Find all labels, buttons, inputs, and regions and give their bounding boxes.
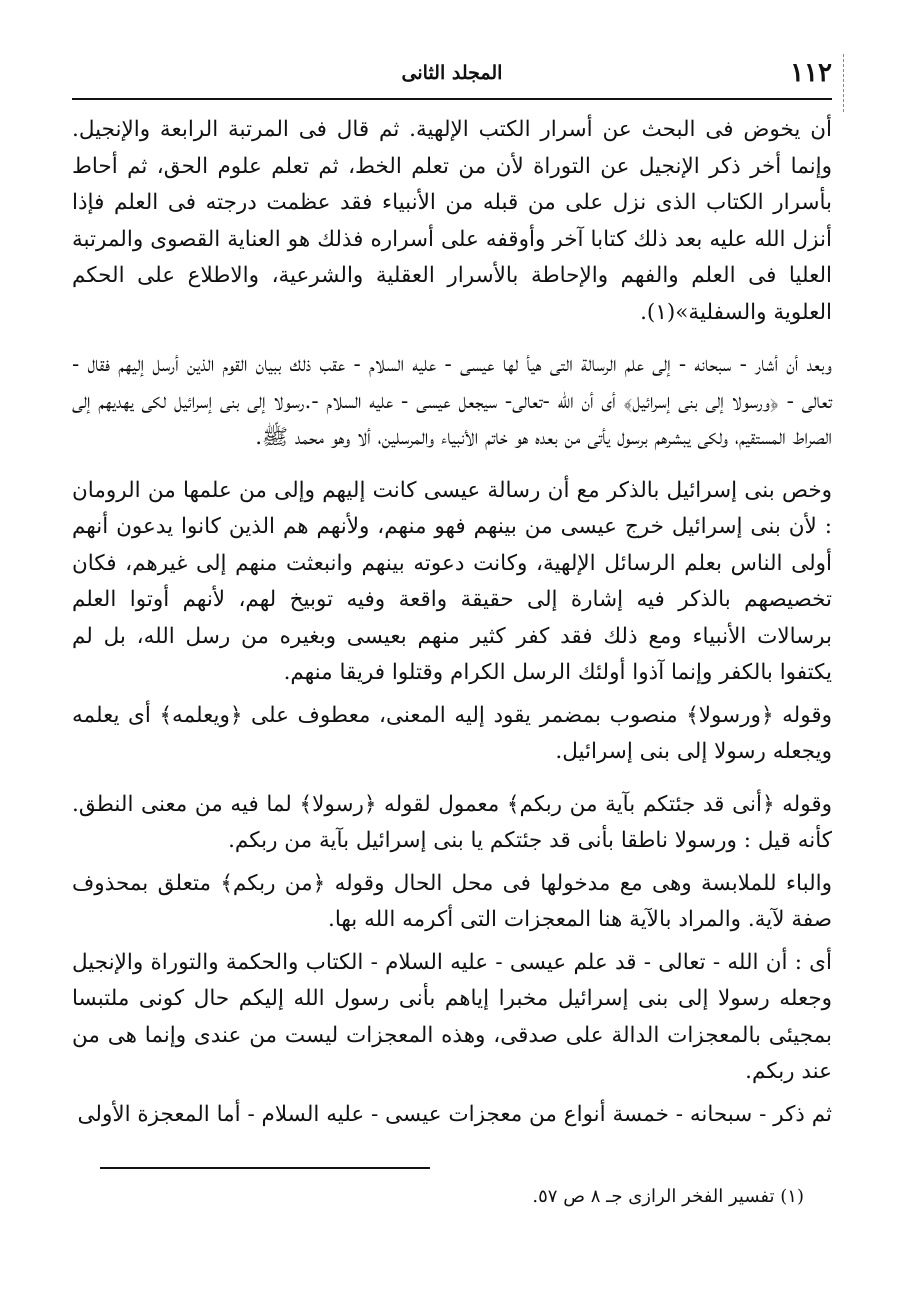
page-header bbox=[72, 58, 832, 92]
paragraph: وقوله ﴿أنى قد جئتكم بآية من ربكم﴾ معمول لقوله ﴿رسولا﴾ لما فيه من معنى النطق. كأنه قيل : ورسولا ناطقا بأنى قد جئتكم يا بنى إسرائيل بآية من ربكم. bbox=[72, 791, 832, 853]
paragraph: أن يخوض فى البحث عن أسرار الكتب الإلهية. ثم قال فى المرتبة الرابعة والإنجيل. وإنما أخر ذكر الإنجيل عن التوراة لأن من تعلم الخط، ثم تعلم علوم الحق، ثم أحاط بأسرار الكتاب الذى نزل على من قبله من الأنبياء فقد عظمت درجته فى العلم فإذا أنزل الله عليه بعد ذلك كتابا آخر وأوقفه على أسراره فذلك هو العناية القصوى والمرتبة العليا فى العلم والفهم والإحاطة بالأسرار العقلية والشرعية، والاطلاع على الحكم العلوية والسفلية»(١). bbox=[72, 117, 832, 325]
footnote-rule bbox=[100, 1167, 430, 1169]
paragraph: والباء للملابسة وهى مع مدخولها فى محل الحال وقوله ﴿من ربكم﴾ متعلق بمحذوف صفة لآية. والمراد بالآية هنا المعجزات التى أكرمه الله بها. bbox=[72, 870, 832, 932]
footnote: (١) تفسير الفخر الرازى جـ ٨ ص ٥٧. bbox=[532, 1186, 804, 1207]
page-body bbox=[72, 112, 832, 1133]
page-number: ١١٢ bbox=[790, 58, 832, 88]
paragraph: ثم ذكر - سبحانه - خمسة أنواع من معجزات عيسى - عليه السلام - أما المعجزة الأولى bbox=[77, 1101, 832, 1127]
running-title: المجلد الثانى bbox=[401, 62, 503, 84]
scan-margin-mark bbox=[843, 54, 844, 112]
paragraph: وبعد أن أشار - سبحانه - إلى علم الرسالة التى هيأ لها عيسى - عليه السلام - عقب ذلك ببيان القوم الذين أرسل إليهم فقال - تعالى - ﴿ورسولا إلى بنى إسرائيل﴾ أى أن الله -تعالى- سيجعل عيسى - عليه السلام -.رسولا إلى بنى إسرائيل لكى يهديهم إلى الصراط المستقيم، ولكى يبشرهم برسول يأتى من بعده هو خاتم الأنبياء والمرسلين، ألا وهو محمد ﷺ. bbox=[72, 352, 832, 450]
header-rule bbox=[72, 98, 832, 100]
paragraph: وقوله ﴿ورسولا﴾ منصوب بمضمر يقود إليه المعنى، معطوف على ﴿ويعلمه﴾ أى يعلمه ويجعله رسولا إلى بنى إسرائيل. bbox=[72, 702, 832, 764]
paragraph: أى : أن الله - تعالى - قد علم عيسى - عليه السلام - الكتاب والحكمة والتوراة والإنجيل وجعله رسولا إلى بنى إسرائيل مخبرا إياهم بأنى رسول الله إليكم حال كونى ملتبسا بمجيئى بالمعجزات الدالة على صدقى، وهذه المعجزات ليست من عندى وإنما هى من عند ربكم. bbox=[72, 949, 832, 1084]
paragraph: وخص بنى إسرائيل بالذكر مع أن رسالة عيسى كانت إليهم وإلى من علمها من الرومان : لأن بنى إسرائيل خرج عيسى من بينهم فهو منهم، ولأنهم هم الذين كانوا يدعون أنهم أولى الناس بعلم الرسائل الإلهية، وكانت دعوته بينهم وانبعثت منهم إلى غيرهم، فكان تخصيصهم بالذكر فيه إشارة إلى حقيقة واقعة وفيه توبيخ لهم، لأنهم أوتوا العلم برسالات الأنبياء ومع ذلك فقد كفر كثير منهم بعيسى وبغيره من رسل الله، بل لم يكتفوا بالكفر وإنما آذوا أولئك الرسل الكرام وقتلوا فريقا منهم. bbox=[72, 477, 832, 685]
